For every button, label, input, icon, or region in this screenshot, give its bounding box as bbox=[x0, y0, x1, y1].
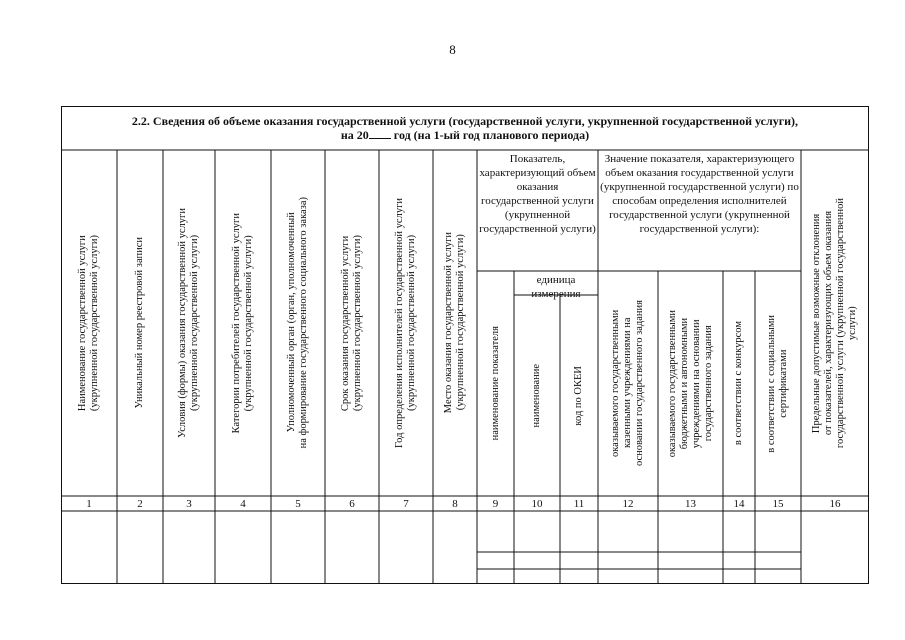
page-number: 8 bbox=[449, 42, 456, 57]
col-header-16: Предельные допустимые возможные отклонения от показателей, характеризующих объем оказания государственной услуги (укрупненной государственной услуги) bbox=[811, 197, 858, 449]
col-header-8: Место оказания государственной услуги (укрупненной государственной услуги) bbox=[443, 232, 466, 414]
col-header-4: Категории потребителей государственной услуги (укрупненной государственной услуги) bbox=[231, 212, 254, 434]
volume-table bbox=[61, 106, 869, 584]
col-header-14: в соответствии с конкурсом bbox=[733, 321, 744, 446]
col-number: 8 bbox=[452, 498, 458, 510]
col-header-12: оказываемого государственными казенными учреждениями на основании государственного задания bbox=[610, 300, 645, 467]
col-header-3: Условия (формы) оказания государственной услуги (укрупненной государственной услуги) bbox=[177, 208, 200, 438]
section-title-line2 bbox=[61, 128, 869, 142]
col-header-5: Уполномоченный орган (орган, уполномоченный на формирование государственного социального заказа) bbox=[286, 197, 309, 449]
section-title-suffix: год (на 1-ый год планового периода) bbox=[393, 128, 590, 142]
section-title-prefix: на 20 bbox=[340, 128, 369, 142]
col-number: 10 bbox=[531, 498, 543, 510]
col-number: 14 bbox=[733, 498, 745, 510]
col-number: 1 bbox=[86, 498, 92, 510]
col-header-6: Срок оказания государственной услуги (укрупненной государственной услуги) bbox=[340, 234, 363, 412]
col-number: 4 bbox=[240, 498, 246, 510]
col-number: 5 bbox=[295, 498, 301, 510]
value-group-header: Значение показателя, характеризующего объем оказания государственной услуги (укрупненной государственной услуги) по способам определения исполнителей государственной услуги (укрупненной государственной услуги): bbox=[600, 153, 799, 235]
col-number: 2 bbox=[137, 498, 143, 510]
col-header-1: Наименование государственной услуги (укрупненной государственной услуги) bbox=[77, 234, 100, 412]
col-header-2: Уникальный номер реестровой записи bbox=[134, 237, 145, 409]
year-blank bbox=[369, 128, 391, 139]
col-number: 3 bbox=[186, 498, 192, 510]
col-number: 12 bbox=[622, 498, 634, 510]
col-header-9: наименование показателя bbox=[489, 326, 501, 441]
col-number: 11 bbox=[573, 498, 585, 510]
col-header-11: код по ОКЕИ bbox=[573, 365, 584, 426]
col-header-10: наименование bbox=[531, 363, 542, 428]
col-number: 15 bbox=[772, 498, 784, 510]
indicator-group-header: Показатель, характеризующий объем оказания государственной услуги (укрупненной государственной услуги) bbox=[479, 153, 596, 235]
table-body-empty bbox=[61, 511, 869, 584]
col-header-15: в соответствии с социальными сертификатами bbox=[766, 314, 789, 453]
col-number: 16 bbox=[829, 498, 841, 510]
col-number: 13 bbox=[685, 498, 696, 510]
col-number: 6 bbox=[349, 498, 355, 510]
col-number: 9 bbox=[492, 498, 499, 510]
col-header-13: оказываемого государственными бюджетными и автономными учреждениями на основании государственного задания bbox=[666, 309, 714, 458]
section-title bbox=[61, 114, 869, 142]
col-header-7: Год определения исполнителей государственной услуги (укрупненной государственной услуги) bbox=[394, 198, 417, 448]
col-number: 7 bbox=[403, 498, 409, 510]
section-title-line1: 2.2. Сведения об объеме оказания государственной услуги (государственной услуги, укрупненной государственной услуги), bbox=[131, 114, 799, 128]
unit-group-header: единица измерения bbox=[531, 274, 581, 300]
